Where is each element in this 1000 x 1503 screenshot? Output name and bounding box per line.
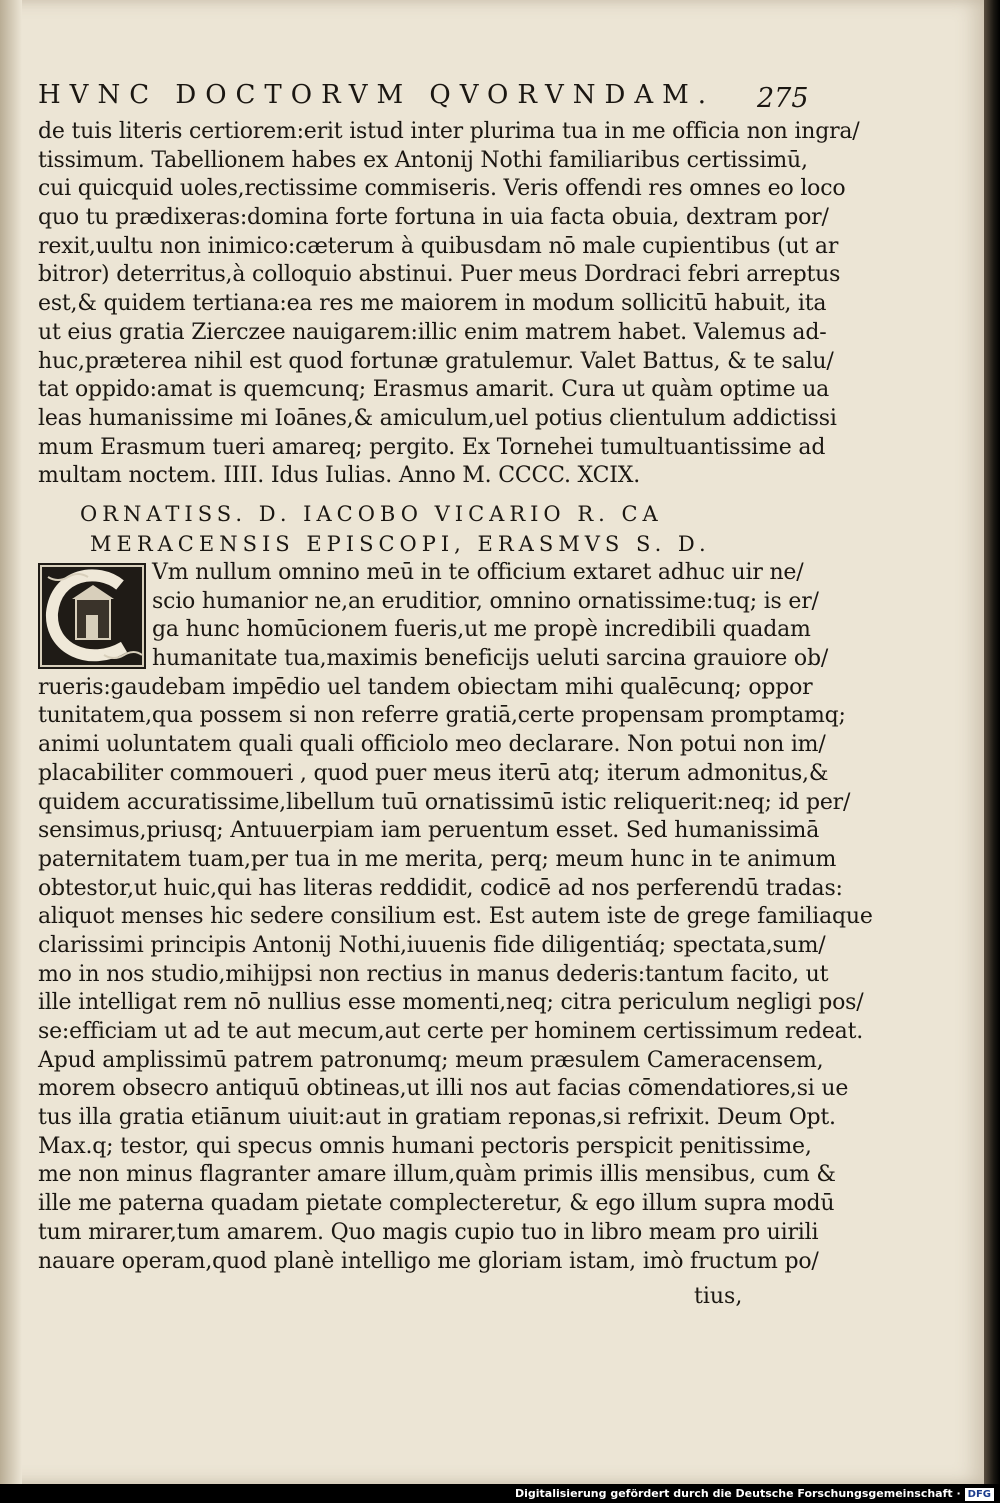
text-line: tissimum. Tabellionem habes ex Antonij Nothi familiaribus certissimū, xyxy=(38,147,808,173)
text-line: aliquot menses hic sedere consilium est. Est autem iste de grege familiaque xyxy=(38,904,873,930)
page-gutter-shadow xyxy=(0,0,22,1484)
text-line: mo in nos studio,mihijpsi non rectius in manus dederis:tantum facito, ut xyxy=(38,961,829,987)
digitization-footer xyxy=(0,1484,1000,1503)
text-line: bitror) deterritus,à colloquio abstinui. Puer meus Dordraci febri arreptus xyxy=(38,262,841,288)
text-line: scio humanior ne,an eruditior, omnino ornatissime:tuq; is er/ xyxy=(152,588,819,614)
text-line: rueris:gaudebam impēdio uel tandem obiectam mihi qualēcunq; oppor xyxy=(38,674,813,700)
text-line: de tuis literis certiorem:erit istud inter plurima tua in me officia non ingra/ xyxy=(38,119,860,144)
text-line: me non minus flagranter amare illum,quàm primis illis mensibus, cum & xyxy=(38,1162,836,1188)
text-line: nauare operam,quod planè intelligo me gloriam istam, imò fructum po/ xyxy=(38,1248,819,1274)
text-line: huc,præterea nihil est quod fortunæ gratulemur. Valet Battus, & te salu/ xyxy=(38,348,834,374)
text-line: ut eius gratia Zierczee nauigarem:illic enim matrem habet. Valemus ad- xyxy=(38,319,827,345)
text-line: tunitatem,qua possem si non referre gratiā,certe propensam promptamq; xyxy=(38,703,846,729)
text-line: humanitate tua,maximis beneficijs ueluti sarcina grauiore ob/ xyxy=(152,646,829,672)
text-line: clarissimi principis Antonij Nothi,iuuenis fide diligentiáq; spectata,sum/ xyxy=(38,932,826,958)
running-head: HVNC DOCTORVM QVORVNDAM. xyxy=(38,80,716,110)
text-line: ga hunc homūcionem fueris,ut me propè incredibili quadam xyxy=(152,617,811,643)
text-line: rexit,uultu non inimico:cæterum à quibusdam nō male cupientibus (ut ar xyxy=(38,233,839,259)
text-line: quidem accuratissime,libellum tuū ornatissimū istic reliquerit:neq; id per/ xyxy=(38,789,851,815)
page-edge xyxy=(984,0,1000,1484)
catchword: tius, xyxy=(694,1284,743,1309)
text-line: paternitatem tuam,per tua in me merita, perq; meum hunc in te animum xyxy=(38,846,837,872)
text-line: placabiliter commoueri , quod puer meus iterū atq; iterum admonitus,& xyxy=(38,760,829,786)
text-line: Max.q; testor, qui specus omnis humani pectoris perspicit penitissime, xyxy=(38,1133,812,1159)
text-line: cui quicquid uoles,rectissime commiseris. Veris offendi res omnes eo loco xyxy=(38,176,846,202)
text-line: quo tu prædixeras:domina forte fortuna in uia facta obuia, dextram por/ xyxy=(38,205,829,231)
letter-heading-line-1: ORNATISS. D. IACOBO VICARIO R. CA xyxy=(80,502,663,526)
text-block-2 xyxy=(38,559,873,1276)
text-line: ille intelligat rem nō nullius esse momenti,neq; citra periculum negligi pos/ xyxy=(38,990,864,1016)
text-line: obtestor,ut huic,qui has literas reddidit, codicē ad nos perferendū tradas: xyxy=(38,875,843,901)
text-block-1 xyxy=(38,118,860,491)
text-line: tus illa gratia etiānum uiuit:aut in gratiam reponas,si refrixit. Deum Opt. xyxy=(38,1105,836,1131)
text-line: se:efficiam ut ad te aut mecum,aut certe per hominem certissimum redeat. xyxy=(38,1019,864,1044)
folio-number: 275 xyxy=(757,83,809,114)
text-line: Vm nullum omnino meū in te officium extaret adhuc uir ne/ xyxy=(152,560,804,585)
text-line: mum Erasmum tueri amareq; pergito. Ex Tornehei tumultuantissime ad xyxy=(38,434,826,460)
text-line: multam noctem. IIII. Idus Iulias. Anno M. CCCC. XCIX. xyxy=(38,463,640,489)
text-line: sensimus,priusq; Antuuerpiam iam peruentum esset. Sed humanissimā xyxy=(38,818,820,844)
text-line: animi uoluntatem quali quali officiolo meo declarare. Non potui non im/ xyxy=(38,732,826,758)
letter-heading-line-2: MERACENSIS EPISCOPI, ERASMVS S. D. xyxy=(90,532,711,556)
text-line: tat oppido:amat is quemcunq; Erasmus amarit. Cura ut quàm optime ua xyxy=(38,377,830,403)
text-line: leas humanissime mi Ioānes,& amiculum,uel potius clientulum addictissi xyxy=(38,405,837,431)
text-line: tum mirarer,tum amarem. Quo magis cupio tuo in libro meam pro uirili xyxy=(38,1219,819,1245)
text-line: ille me paterna quadam pietate complecteretur, & ego illum supra modū xyxy=(38,1191,835,1217)
text-line: Apud amplissimū patrem patronumq; meum præsulem Cameracensem, xyxy=(38,1047,824,1073)
text-line: est,& quidem tertiana:ea res me maiorem in modum sollicitū habuit, ita xyxy=(38,291,827,317)
dfg-logo-icon: DFG xyxy=(965,1488,994,1501)
footer-credit: Digitalisierung gefördert durch die Deutsche Forschungsgemeinschaft · xyxy=(514,1487,961,1500)
text-line: morem obsecro antiquū obtineas,ut illi nos aut facias cōmendatiores,si ue xyxy=(38,1076,849,1102)
